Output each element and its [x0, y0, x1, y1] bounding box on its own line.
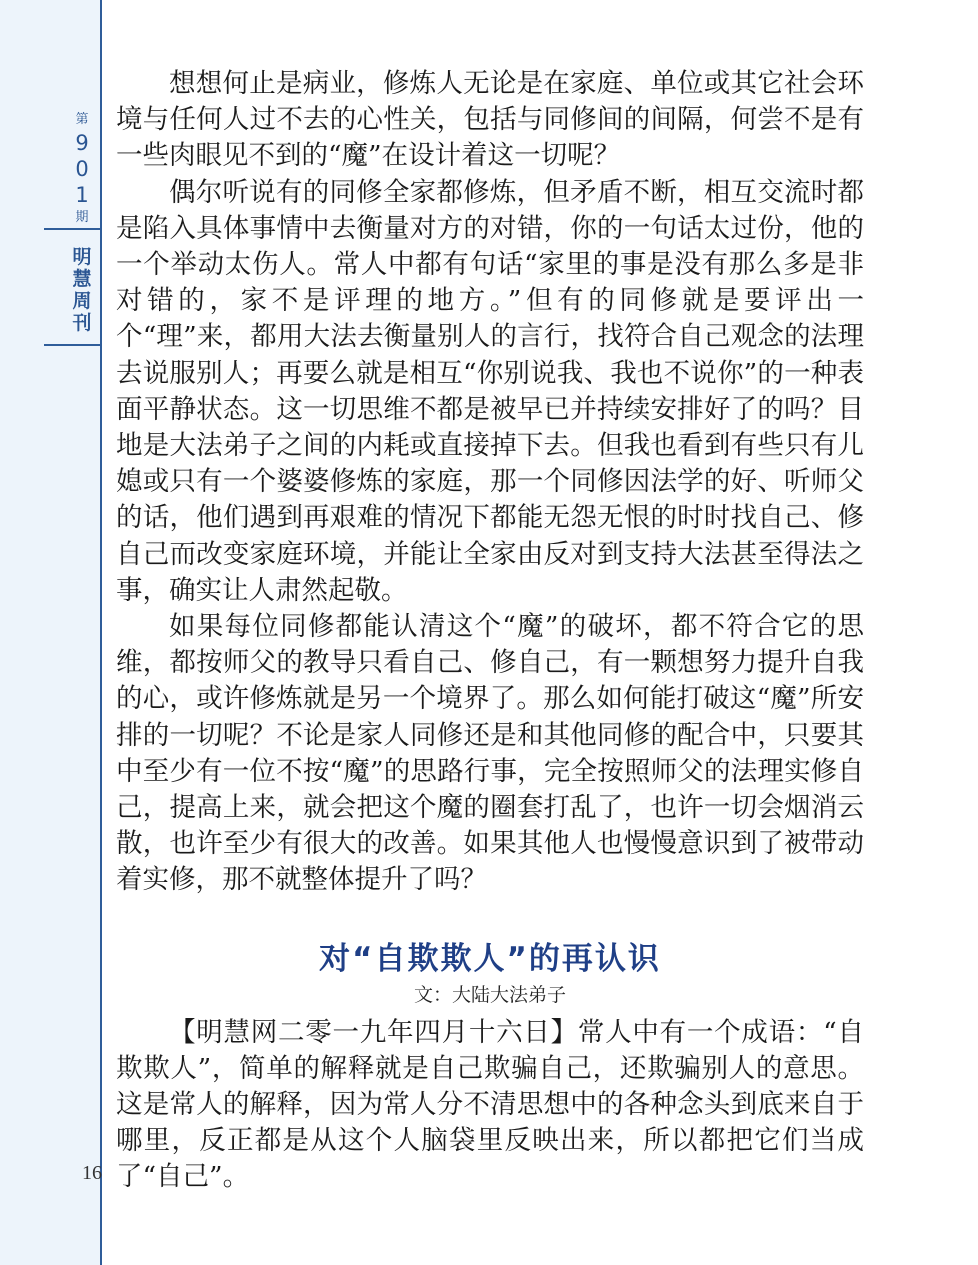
issue-digit: 0	[75, 157, 89, 181]
margin-divider	[44, 344, 102, 346]
publication-char: 周	[72, 290, 92, 312]
issue-digit: 1	[75, 183, 89, 207]
article-title: 对“自欺欺人”的再认识	[319, 940, 661, 977]
issue-suffix: 期	[75, 210, 89, 225]
issue-number-label	[62, 110, 102, 228]
page-number: 16	[82, 1162, 102, 1184]
publication-char: 慧	[72, 268, 92, 290]
body-paragraph: 偶尔听说有的同修全家都修炼，但矛盾不断，相互交流时都是陷入具体事情中去衡量对方的对错，你的一句话太过份，他的一个举动太伤人。常人中都有句话“家里的事是没有那么多是非对错的，家不是评理的地方。”但有的同修就是要评出一个“理”来，都用大法去衡量别人的言行，找符合自己观念的法理去说服别人；再要么就是相互“你别说我、我也不说你”的一种表面平静状态。这一切思维不都是被早已并持续安排好了的吗？目地是大法弟子之间的内耗或直接掉下去。但我也看到有些只有儿媳或只有一个婆婆修炼的家庭，那一个同修因法学的好、听师父的话，他们遇到再艰难的情况下都能无怨无恨的时时找自己、修自己而改变家庭环境，并能让全家由反对到支持大法甚至得法之事，确实让人肃然起敬。	[116, 176, 864, 606]
publication-char: 刊	[72, 312, 92, 334]
page-content	[116, 66, 864, 1196]
margin-divider	[44, 228, 102, 230]
issue-digit: 9	[75, 131, 89, 155]
article-byline: 文：大陆大法弟子	[413, 983, 566, 1006]
body-paragraph: 如果每位同修都能认清这个“魔”的破坏，都不符合它的思维，都按师父的教导只看自己、修自己，有一颗想努力提升自我的心，或许修炼就是另一个境界了。那么如何能打破这“魔”所安排的一切呢？不论是家人同修还是和其他同修的配合中，只要其中至少有一位不按“魔”的思路行事，完全按照师父的法理实修自己，提高上来，就会把这个魔的圈套打乱了，也许一切会烟消云散，也许至少有很大的改善。如果其他人也慢慢意识到了被带动着实修，那不就整体提升了吗？	[116, 611, 864, 896]
publication-name	[64, 246, 100, 334]
publication-char: 明	[72, 246, 92, 268]
article-paragraph: 【明慧网二零一九年四月十六日】常人中有一个成语：“自欺欺人”，简单的解释就是自己欺骗自己，还欺骗别人的意思。这是常人的解释，因为常人分不清思想中的各种念头到底来自于哪里，反正都是从这个人脑袋里反映出来，所以都把它们当成了“自己”。	[116, 1016, 864, 1193]
body-paragraph: 想想何止是病业，修炼人无论是在家庭、单位或其它社会环境与任何人过不去的心性关，包括与同修间的间隔，何尝不是有一些肉眼见不到的“魔”在设计着这一切呢？	[116, 68, 864, 172]
issue-prefix: 第	[75, 112, 89, 127]
